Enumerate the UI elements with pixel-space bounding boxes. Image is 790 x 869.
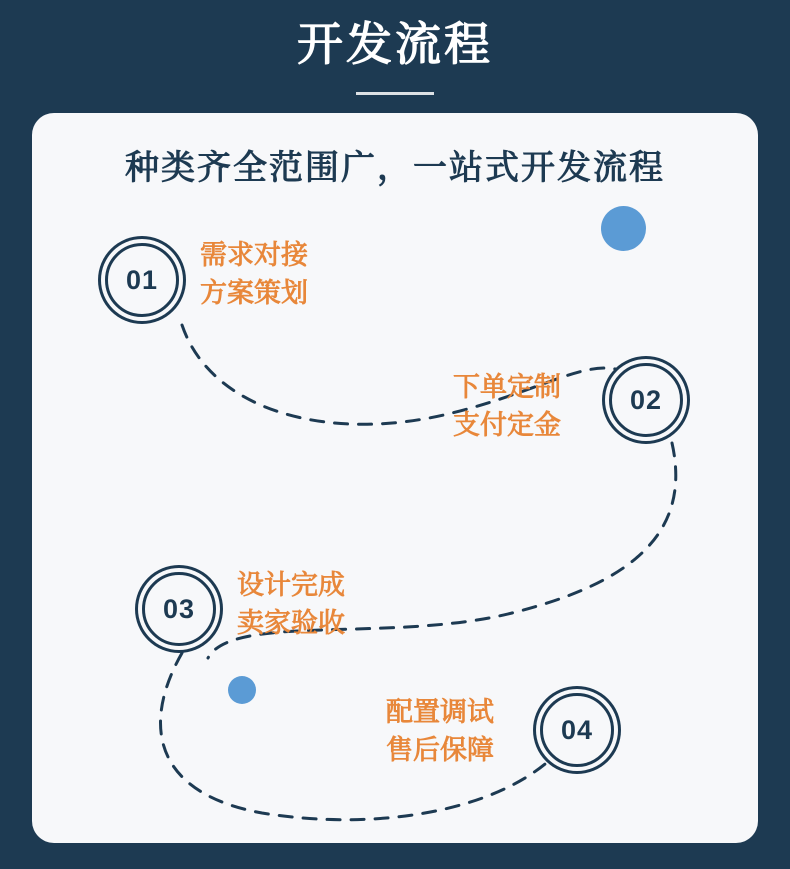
step-label-01-line2: 方案策划 bbox=[200, 278, 308, 308]
title-underline-divider bbox=[356, 92, 434, 95]
step-node-03 bbox=[142, 572, 216, 646]
step-label-02-line1: 下单定制 bbox=[453, 372, 561, 402]
card-subtitle: 种类齐全范围广，一站式开发流程 bbox=[125, 149, 665, 187]
step-number-04: 04 bbox=[560, 714, 594, 745]
step-number-01: 01 bbox=[125, 264, 159, 295]
step-number-02: 02 bbox=[629, 384, 663, 415]
decorative-blue-circle-large bbox=[601, 206, 646, 251]
step-label-02-line2: 支付定金 bbox=[453, 410, 561, 440]
step-label-02 bbox=[453, 368, 561, 444]
step-label-01 bbox=[200, 236, 308, 312]
step-label-03 bbox=[237, 566, 345, 642]
page-title: 开发流程 bbox=[297, 18, 493, 70]
step-number-03: 03 bbox=[162, 593, 196, 624]
flow-card bbox=[32, 113, 758, 843]
step-node-01 bbox=[105, 243, 179, 317]
step-label-01-line1: 需求对接 bbox=[200, 240, 308, 270]
step-label-04-line1: 配置调试 bbox=[386, 697, 494, 727]
step-label-03-line1: 设计完成 bbox=[237, 570, 345, 600]
dashed-path-01-to-02 bbox=[182, 325, 632, 424]
step-label-04-line2: 售后保障 bbox=[386, 735, 494, 765]
decorative-blue-circle-small bbox=[228, 676, 256, 704]
step-node-02 bbox=[609, 363, 683, 437]
page-header bbox=[0, 0, 790, 112]
step-label-03-line2: 卖家验收 bbox=[237, 608, 345, 638]
step-label-04 bbox=[386, 693, 494, 769]
step-node-04 bbox=[540, 693, 614, 767]
